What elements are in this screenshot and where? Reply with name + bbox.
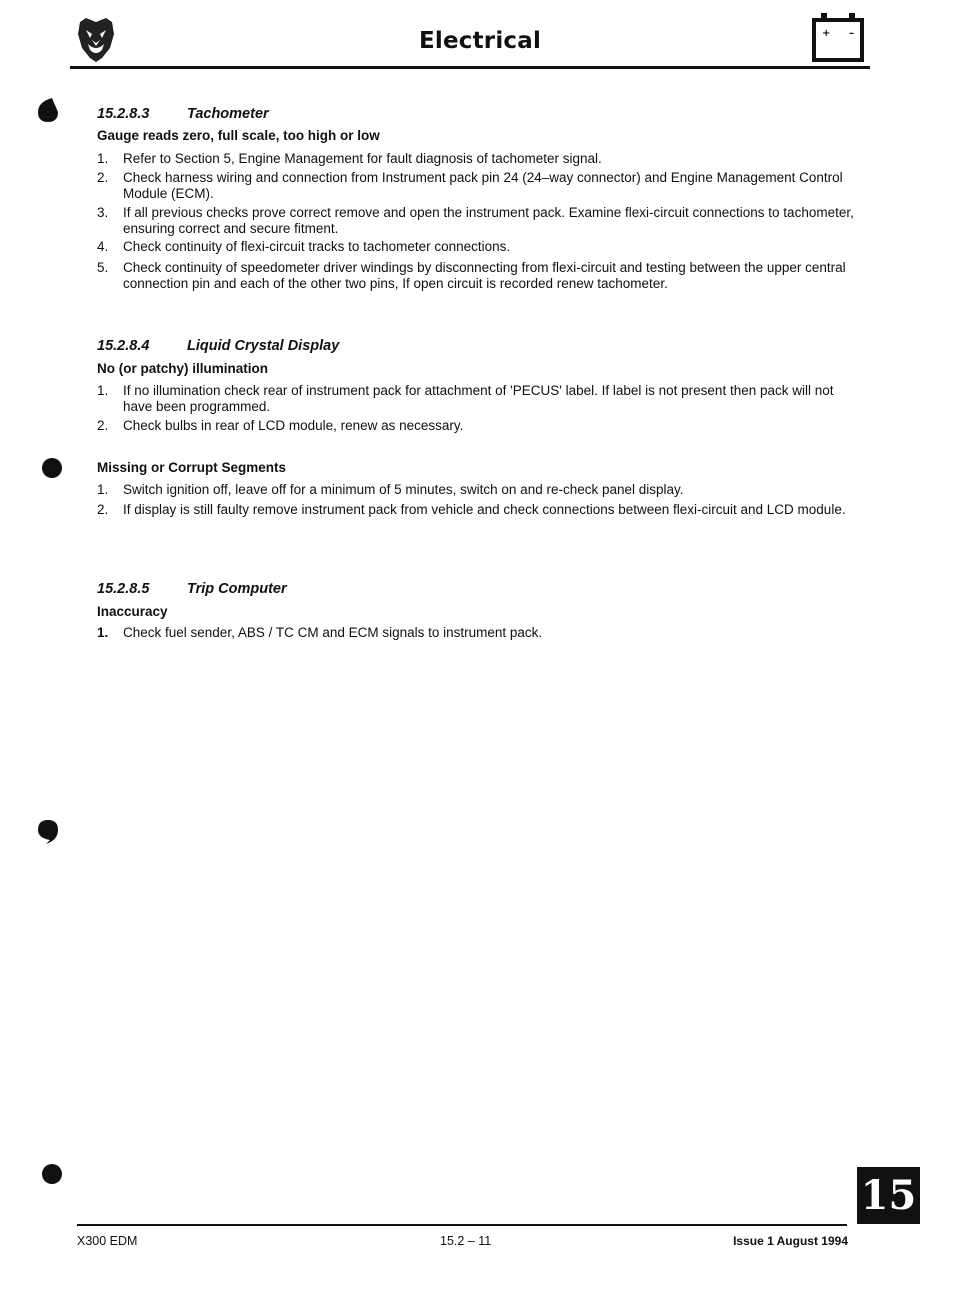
section-heading-lcd: 15.2.8.4 Liquid Crystal Display (97, 338, 340, 354)
list-item: 2. If display is still faulty remove instrument pack from vehicle and check connections between flexi-circuit and LCD module. (97, 502, 846, 517)
list-item: 1. Check fuel sender, ABS / TC CM and ECM signals to instrument pack. (97, 625, 543, 640)
binder-hole-icon (42, 1162, 62, 1186)
list-item: 2. Check harness wiring and connection from Instrument pack pin 24 (24–way connector) and Engine Management Control Module (ECM). (97, 170, 843, 201)
binder-hole-icon (38, 98, 58, 122)
subheading: Gauge reads zero, full scale, too high or low (97, 128, 380, 143)
header-rule (70, 66, 870, 69)
battery-minus: – (849, 28, 854, 39)
battery-plus: + (822, 28, 831, 39)
chapter-tab: 15 (857, 1167, 920, 1224)
subheading: Missing or Corrupt Segments (97, 460, 287, 475)
footer-rule (77, 1224, 847, 1226)
section-heading-tachometer: 15.2.8.3 Tachometer (97, 106, 269, 122)
page-title: Electrical (418, 28, 542, 54)
battery-icon (810, 10, 866, 62)
list-item: 3. If all previous checks prove correct remove and open the instrument pack. Examine flexi-circuit connections to tachometer, ensuring correct and secure fitment. (97, 205, 854, 236)
binder-hole-icon (38, 820, 58, 844)
binder-hole-icon (42, 456, 62, 480)
page-number: 15.2 – 11 (440, 1234, 492, 1248)
subheading: No (or patchy) illumination (97, 361, 268, 376)
list-item: 5. Check continuity of speedometer driver windings by disconnecting from flexi-circuit and testing between the upper central connection pin and each of the other two pins, If open circuit is recorded renew tachometer. (97, 260, 846, 291)
list-item: 4. Check continuity of flexi-circuit tracks to tachometer connections. (97, 239, 511, 254)
list-item: 2. Check bulbs in rear of LCD module, renew as necessary. (97, 418, 464, 433)
list-item: 1. Refer to Section 5, Engine Management for fault diagnosis of tachometer signal. (97, 151, 602, 166)
section-heading-trip-computer: 15.2.8.5 Trip Computer (97, 581, 287, 597)
subheading: Inaccuracy (97, 604, 168, 619)
list-item: 1. If no illumination check rear of instrument pack for attachment of 'PECUS' label. If label is not present then pack will not have been programmed. (97, 383, 834, 414)
footer-model: X300 EDM (77, 1234, 138, 1248)
list-item: 1. Switch ignition off, leave off for a minimum of 5 minutes, switch on and re-check panel display. (97, 482, 684, 497)
issue-date: Issue 1 August 1994 (733, 1234, 848, 1248)
